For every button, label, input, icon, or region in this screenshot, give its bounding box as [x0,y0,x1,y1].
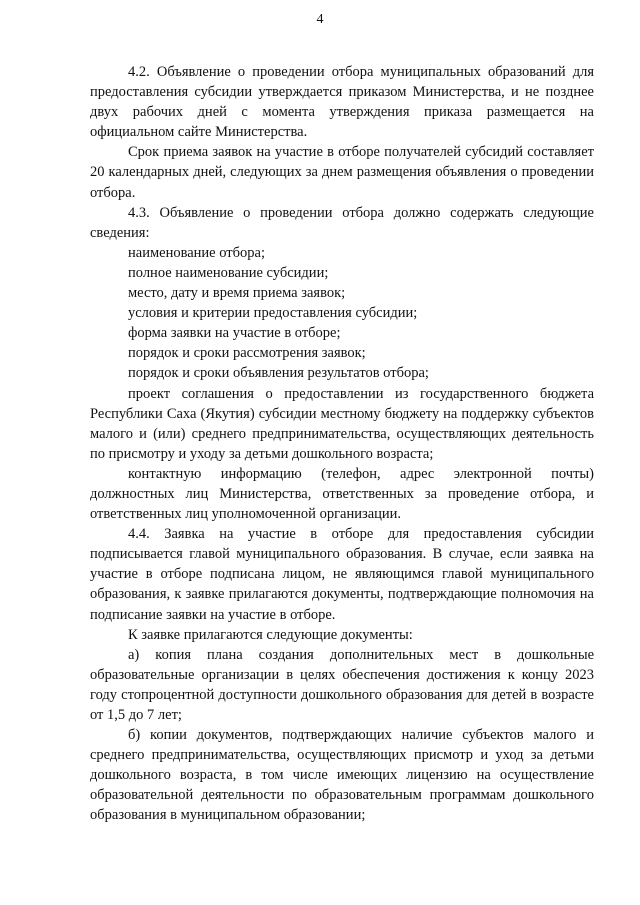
paragraph-deadline: Срок приема заявок на участие в отборе получателей субсидий составляет 20 календарных дней, следующих за днем размещения объявления о проведении отбора. [90,144,594,201]
document-body [90,62,594,826]
list-item: место, дату и время приема заявок; [128,285,346,302]
list-item: порядок и сроки рассмотрения заявок; [128,345,366,362]
paragraph-documents-intro: К заявке прилагаются следующие документы: [128,626,413,643]
paragraph-4-3: 4.3. Объявление о проведении отбора должно содержать следующие сведения: [90,204,594,241]
list-item-b: б) копии документов, подтверждающих наличие субъектов малого и среднего предпринимательства, осуществляющих присмотр и уход за детьми дошкольного возраста, в том числе имеющих лицензию на осуществление образовательной деятельности по образовательным программам дошкольного образования в муниципальном образовании; [90,727,594,824]
paragraph-4-2: 4.2. Объявление о проведении отбора муниципальных образований для предоставления субсидии утверждается приказом Министерства, и не позднее двух рабочих дней с момента утверждения приказа размещается на официальном сайте Министерства. [90,64,594,141]
list-item: наименование отбора; [128,244,265,261]
list-item: контактную информацию (телефон, адрес электронной почты) должностных лиц Министерства, ответственных за проведение отбора, и ответственных лиц уполномоченной организации. [90,465,594,523]
list-item: проект соглашения о предоставлении из государственного бюджета Республики Саха (Якутия) субсидии местному бюджету на поддержку субъектов малого и (или) среднего предпринимательства, осуществляющих деятельность по присмотру и уходу за детьми дошкольного возраста; [90,385,594,462]
list-item: полное наименование субсидии; [128,264,329,281]
page-number: 4 [316,12,324,27]
list-item: порядок и сроки объявления результатов отбора; [128,365,429,382]
paragraph-4-4: 4.4. Заявка на участие в отборе для предоставления субсидии подписывается главой муниципального образования. В случае, если заявка на участие в отборе подписана лицом, не являющимся главой муниципального образования, к заявке прилагаются документы, подтверждающие полномочия на подписание заявки на участие в отборе. [90,526,594,623]
list-item: условия и критерии предоставления субсидии; [128,305,418,322]
list-item-a: а) копия плана создания дополнительных мест в дошкольные образовательные организации в целях обеспечения достижения к концу 2023 году стопроцентной доступности дошкольного образования для детей в возрасте от 1,5 до 7 лет; [90,646,594,723]
list-item: форма заявки на участие в отборе; [128,325,341,342]
